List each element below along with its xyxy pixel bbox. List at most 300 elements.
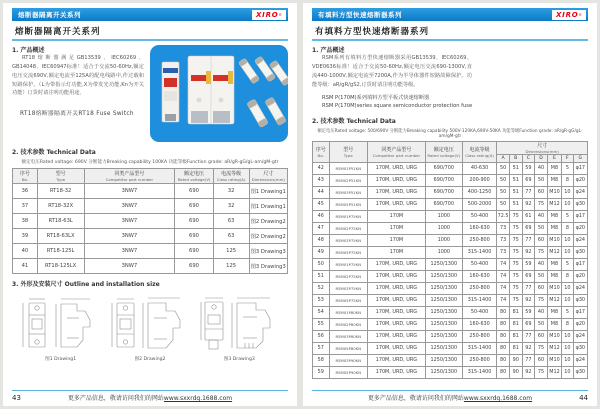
xiro-logo-text: XIRO — [555, 10, 579, 19]
col-no: 序号 No. — [13, 169, 38, 184]
table-cell: 315-1400 — [462, 342, 496, 354]
table-cell: 80 — [497, 366, 510, 378]
col-dim-f: F — [562, 154, 574, 162]
table-cell: 75 — [535, 342, 548, 354]
col-dimensions: 尺寸 Dimensions(mm) — [497, 141, 588, 154]
table-cell: RT18-125LX — [37, 259, 84, 274]
table-cell: 69 — [522, 318, 535, 330]
table-cell: 92 — [522, 366, 535, 378]
table-cell: RSM05P75KN — [329, 246, 368, 258]
drawing-3-caption: 图3 Drawing3 — [223, 357, 255, 362]
website-link[interactable]: www.sxxrdq.1688.com — [463, 395, 533, 402]
table-cell: 170M, URD, URG — [368, 174, 426, 186]
table-row — [313, 354, 588, 366]
table-row — [313, 282, 588, 294]
table-cell: 61 — [522, 210, 535, 222]
table-cell: 8 — [562, 174, 574, 186]
table-cell: 250-800 — [462, 234, 496, 246]
table-cell: 43 — [313, 174, 330, 186]
col-type: 型号 Type — [329, 141, 368, 162]
table-cell: 1250/1300 — [425, 270, 462, 282]
table-cell: φ30 — [573, 198, 587, 210]
left-header-bar — [12, 8, 288, 21]
table-cell: 56 — [313, 330, 330, 342]
table-cell: 90 — [509, 354, 522, 366]
table-row — [313, 318, 588, 330]
table-cell: 690 — [175, 199, 214, 214]
drawing-3 — [199, 294, 279, 362]
table-cell: 74 — [497, 294, 510, 306]
table-cell: φ30 — [573, 294, 587, 306]
table-cell: M8 — [547, 222, 561, 234]
table-cell: 10 — [562, 198, 574, 210]
table-cell: 69 — [522, 222, 535, 234]
rsm-caption-zh: RSM P(170M)系列填料方型平板式快速熔断器 — [322, 95, 430, 102]
right-table-note: 额定电压Rated voltage: 500/690V 分断能力Breaking capability 500V-120KA,690V-50KA 功能等级Function grade: aR/gR-gG/gL-am/gM-gtr — [317, 128, 583, 139]
left-header-title: 熔断器隔离开关系列 — [18, 11, 81, 19]
table-cell: 75 — [509, 294, 522, 306]
table-cell: 170M, URD, URG — [368, 354, 426, 366]
table-cell: 51 — [509, 174, 522, 186]
table-cell: 400-1250 — [462, 186, 496, 198]
table-cell: φ17 — [573, 306, 587, 318]
table-cell: 50-400 — [462, 306, 496, 318]
page-right — [303, 3, 597, 406]
table-cell: 1250/1300 — [425, 306, 462, 318]
table-cell: 250-800 — [462, 354, 496, 366]
table-cell: 81 — [509, 318, 522, 330]
table-cell: M8 — [547, 270, 561, 282]
table-row — [313, 186, 588, 198]
left-footer-text: 更多产品信息，敬请访问我们的网站www.sxxrdq.1688.com — [67, 395, 233, 402]
table-cell: 80 — [497, 318, 510, 330]
table-cell: 8 — [562, 318, 574, 330]
table-cell: 10 — [562, 354, 574, 366]
table-cell: 75 — [509, 258, 522, 270]
table-cell: 3NW7 — [84, 199, 175, 214]
table-cell: 77 — [522, 282, 535, 294]
table-row — [313, 330, 588, 342]
left-table-note: 额定电压Rated voltage: 690V 分断能力Breaking capability 100KA 功能等级Function grade: aR/gR-gG/gL-am/gM-gtr — [21, 160, 279, 165]
table-cell: 90 — [509, 366, 522, 378]
table-cell: 690 — [175, 244, 214, 259]
table-cell: 250-800 — [462, 330, 496, 342]
table-cell: 3NW7 — [84, 184, 175, 199]
table-cell: 80 — [497, 354, 510, 366]
table-cell: 170M, URD, URG — [368, 318, 426, 330]
table-cell: 170M, URD, URG — [368, 162, 426, 174]
table-header-row — [13, 169, 288, 184]
table-cell: 47 — [313, 222, 330, 234]
table-cell: 170M — [368, 246, 426, 258]
table-cell: 41 — [13, 259, 38, 274]
table-cell: 5 — [562, 258, 574, 270]
table-cell: M8 — [547, 318, 561, 330]
table-row — [313, 234, 588, 246]
table-cell: φ24 — [573, 186, 587, 198]
table-cell: 10 — [562, 330, 574, 342]
table-cell: 160-630 — [462, 318, 496, 330]
table-cell: 10 — [562, 246, 574, 258]
table-cell: 63 — [213, 214, 249, 229]
table-cell: RT18-32 — [37, 184, 84, 199]
table-cell: φ20 — [573, 174, 587, 186]
table-cell: RSM01P51KN — [329, 162, 368, 174]
table-cell: 50 — [535, 318, 548, 330]
table-cell: M12 — [547, 198, 561, 210]
table-cell: 10 — [562, 234, 574, 246]
table-cell: RSM03P75KN — [329, 234, 368, 246]
col-dim-b: B — [509, 154, 522, 162]
table-cell: 75 — [509, 282, 522, 294]
table-cell: 77 — [522, 354, 535, 366]
table-cell: 125 — [213, 244, 249, 259]
table-cell: 59 — [313, 366, 330, 378]
table-cell: 125 — [213, 259, 249, 274]
table-row — [313, 246, 588, 258]
table-cell: 5 — [562, 162, 574, 174]
table-cell: 50-400 — [462, 210, 496, 222]
xiro-logo — [252, 10, 286, 20]
product-photo-box — [150, 45, 288, 142]
table-cell: 40 — [535, 162, 548, 174]
table-cell: 690/700 — [425, 162, 462, 174]
left-page-number: 43 — [12, 393, 21, 402]
left-intro-columns — [12, 45, 288, 142]
table-row — [313, 366, 588, 378]
col-dim-a: A — [497, 154, 510, 162]
table-row — [13, 199, 288, 214]
drawing-1-caption: 图1 Drawing1 — [45, 357, 77, 362]
table-cell: 1250/1300 — [425, 330, 462, 342]
table-cell: 36 — [13, 184, 38, 199]
table-cell: 50 — [497, 162, 510, 174]
registered-mark-icon: ® — [578, 12, 583, 17]
col-class: 电流等级 Class rating(A) — [213, 169, 249, 184]
table-cell: φ24 — [573, 354, 587, 366]
table-cell: 51 — [509, 162, 522, 174]
table-cell: 200-900 — [462, 174, 496, 186]
right-section2-heading: 2. 技术参数 Technical Data — [312, 117, 396, 125]
col-competitor: 同类产品型号 Competitor part number — [84, 169, 175, 184]
table-cell: 170M — [368, 222, 426, 234]
table-cell: 170M, URD, URG — [368, 186, 426, 198]
table-cell: 80 — [497, 306, 510, 318]
right-header-bar — [312, 8, 588, 21]
table-cell: 3NW7 — [84, 259, 175, 274]
table-cell: φ24 — [573, 330, 587, 342]
table-row — [313, 210, 588, 222]
table-cell: 60 — [535, 186, 548, 198]
table-cell: RSM01P75KN — [329, 258, 368, 270]
table-cell: 69 — [522, 270, 535, 282]
table-cell: 3NW7 — [84, 229, 175, 244]
table-cell: 10 — [562, 186, 574, 198]
table-cell: M8 — [547, 162, 561, 174]
table-cell: 160-630 — [462, 222, 496, 234]
table-cell: 50 — [535, 270, 548, 282]
table-cell: M10 — [547, 282, 561, 294]
table-cell: 图2 Drawing2 — [249, 214, 288, 229]
table-cell: 690/700 — [425, 186, 462, 198]
drawing-2-figure — [110, 294, 190, 354]
table-cell: φ30 — [573, 342, 587, 354]
table-cell: 图3 Drawing3 — [249, 259, 288, 274]
table-cell: 40 — [13, 244, 38, 259]
table-cell: 1250/1300 — [425, 318, 462, 330]
table-cell: 57 — [313, 342, 330, 354]
table-cell: 690 — [175, 229, 214, 244]
col-dimensions: 尺寸 Dimensions(mm) — [249, 169, 288, 184]
table-cell: RSM05P51KN — [329, 198, 368, 210]
table-cell: 81 — [509, 306, 522, 318]
table-cell: 50 — [497, 198, 510, 210]
table-cell: φ30 — [573, 366, 587, 378]
table-cell: 690/700 — [425, 198, 462, 210]
table-cell: 1250/1300 — [425, 354, 462, 366]
title-divider — [312, 39, 588, 41]
table-cell: M8 — [547, 258, 561, 270]
table-cell: 77 — [522, 330, 535, 342]
table-cell: 40 — [535, 258, 548, 270]
table-cell: 170M, URD, URG — [368, 366, 426, 378]
table-cell: 75 — [535, 246, 548, 258]
xiro-logo — [552, 10, 586, 20]
registered-mark-icon: ® — [278, 12, 283, 17]
website-link[interactable]: www.sxxrdq.1688.com — [163, 395, 233, 402]
table-cell: 81 — [509, 330, 522, 342]
left-footer — [12, 390, 288, 402]
table-cell: 50 — [497, 174, 510, 186]
table-cell: 51 — [509, 186, 522, 198]
table-cell: 170M, URD, URG — [368, 270, 426, 282]
table-cell: 58 — [313, 354, 330, 366]
table-cell: 75 — [535, 198, 548, 210]
table-cell: 44 — [313, 186, 330, 198]
right-section1-body: RSM系列有填料方型快速熔断器采用GB13539、IEC60269、VDE0636标准！适合于交流50-60Hz,额定电压交流690-1300V,直流440-1000V,额定电流至7200A,作为半导体器件短路故障保护。功能等级：aR/gR/gS2,订货时请注明功能等级。 — [312, 55, 472, 88]
table-cell: 49 — [313, 246, 330, 258]
table-cell: M8 — [547, 174, 561, 186]
table-cell: 39 — [13, 229, 38, 244]
right-footer-text: 更多产品信息，敬请访问我们的网站www.sxxrdq.1688.com — [367, 395, 533, 402]
table-cell: M10 — [547, 186, 561, 198]
table-cell: RT18-125L — [37, 244, 84, 259]
table-cell: M8 — [547, 210, 561, 222]
table-cell: 45 — [313, 198, 330, 210]
table-cell: 160-630 — [462, 270, 496, 282]
table-cell: 5 — [562, 210, 574, 222]
table-cell: 3NW7 — [84, 214, 175, 229]
table-cell: 1000 — [425, 234, 462, 246]
table-cell: 50 — [497, 186, 510, 198]
table-cell: 73 — [497, 246, 510, 258]
table-cell: RSM05P90KN — [329, 366, 368, 378]
table-cell: M12 — [547, 294, 561, 306]
col-voltage: 额定电压 Rated voltage(V) — [175, 169, 214, 184]
table-cell: 73 — [497, 234, 510, 246]
table-row — [313, 258, 588, 270]
table-cell: 75 — [509, 234, 522, 246]
table-cell: 37 — [13, 199, 38, 214]
table-cell: 40-630 — [462, 162, 496, 174]
product-photo-illustration — [150, 45, 288, 142]
right-footer — [312, 390, 588, 402]
table-row — [13, 229, 288, 244]
drawing-1-figure — [21, 294, 101, 354]
table-cell: φ20 — [573, 270, 587, 282]
table-cell: φ17 — [573, 162, 587, 174]
table-row — [313, 174, 588, 186]
table-cell: 75 — [509, 222, 522, 234]
table-row — [13, 214, 288, 229]
rsm-caption-en: RSM P(170M)series square semiconductor protection fuse — [322, 103, 473, 110]
table-cell: 170M — [368, 234, 426, 246]
table-cell: 170M — [368, 210, 426, 222]
drawing-2 — [110, 294, 190, 362]
table-cell: 8 — [562, 222, 574, 234]
left-section1-heading: 1. 产品概述 — [12, 47, 45, 54]
table-cell: 80 — [497, 342, 510, 354]
table-cell: 170M, URD, URG — [368, 258, 426, 270]
title-divider — [12, 39, 288, 41]
table-cell: 1000 — [425, 210, 462, 222]
table-row — [313, 342, 588, 354]
table-cell: 74 — [497, 270, 510, 282]
table-cell: 40 — [535, 210, 548, 222]
table-cell: φ20 — [573, 222, 587, 234]
table-cell: 690 — [175, 184, 214, 199]
table-cell: 72.5 — [497, 210, 510, 222]
table-row — [313, 198, 588, 210]
table-cell: 10 — [562, 282, 574, 294]
right-page-number: 44 — [579, 393, 588, 402]
table-cell: 75 — [535, 294, 548, 306]
table-cell: φ17 — [573, 210, 587, 222]
table-cell: 63 — [213, 229, 249, 244]
rt18-spec-table — [12, 168, 288, 274]
table-cell: 77 — [522, 234, 535, 246]
table-cell: RSM02P75KN — [329, 270, 368, 282]
table-cell: RSM03P80KN — [329, 330, 368, 342]
table-cell: 315-1400 — [462, 246, 496, 258]
table-cell: φ17 — [573, 258, 587, 270]
table-cell: RSM05P80KN — [329, 342, 368, 354]
table-header-row — [313, 141, 588, 154]
table-cell: 40 — [535, 306, 548, 318]
table-cell: 690/700 — [425, 174, 462, 186]
col-dim-g: G — [573, 154, 587, 162]
table-cell: 50 — [535, 222, 548, 234]
rsm-series-caption — [322, 95, 588, 111]
right-header-title: 有填料方型快速熔断器系列 — [318, 11, 402, 19]
left-product-caption: RT18熔断器隔离开关RT18 Fuse Switch — [20, 111, 134, 118]
table-cell: 92 — [522, 198, 535, 210]
table-cell: φ24 — [573, 234, 587, 246]
table-cell: 170M, URD, URG — [368, 198, 426, 210]
table-cell: 69 — [522, 174, 535, 186]
table-cell: 54 — [313, 306, 330, 318]
outline-drawings — [12, 294, 288, 362]
left-section2-heading: 2. 技术参数 Technical Data — [12, 149, 96, 156]
table-cell: 315-1400 — [462, 294, 496, 306]
xiro-logo-text: XIRO — [255, 10, 279, 19]
table-cell: 60 — [535, 354, 548, 366]
drawing-3-figure — [199, 294, 279, 354]
table-cell: 74 — [497, 258, 510, 270]
table-cell: 8 — [562, 270, 574, 282]
table-cell: 图1 Drawing1 — [249, 184, 288, 199]
col-class: 电流等级 Class rating(A) — [462, 141, 496, 162]
left-section3-heading: 3. 外形及安装尺寸 Outline and installation size — [12, 281, 160, 288]
table-cell: 48 — [313, 234, 330, 246]
table-row — [13, 244, 288, 259]
table-cell: 10 — [562, 366, 574, 378]
table-cell: 77 — [522, 186, 535, 198]
table-cell: 75 — [509, 210, 522, 222]
table-cell: 59 — [522, 162, 535, 174]
table-row — [313, 222, 588, 234]
table-cell: 500-2000 — [462, 198, 496, 210]
table-cell: 74 — [497, 282, 510, 294]
table-cell: 170M, URD, URG — [368, 282, 426, 294]
left-intro-text — [12, 45, 144, 142]
col-no: 序号 No. — [313, 141, 330, 162]
col-voltage: 额定电压 Rated voltage(V) — [425, 141, 462, 162]
table-cell: 50 — [313, 258, 330, 270]
table-cell: 52 — [313, 282, 330, 294]
table-cell: 73 — [497, 222, 510, 234]
table-cell: 92 — [522, 246, 535, 258]
table-cell: RT18-63L — [37, 214, 84, 229]
table-cell: 75 — [535, 366, 548, 378]
table-cell: M12 — [547, 342, 561, 354]
table-cell: 60 — [535, 234, 548, 246]
table-cell: 1250/1300 — [425, 294, 462, 306]
table-cell: 10 — [562, 342, 574, 354]
table-cell: M10 — [547, 234, 561, 246]
table-cell: RSM02P51KN — [329, 174, 368, 186]
col-dim-c: C — [522, 154, 535, 162]
table-cell: RSM02P80KN — [329, 318, 368, 330]
table-row — [313, 306, 588, 318]
table-cell: 32 — [213, 199, 249, 214]
table-cell: 315-1400 — [462, 366, 496, 378]
table-cell: 170M, URD, URG — [368, 342, 426, 354]
table-cell: RSM01P80KN — [329, 306, 368, 318]
table-row — [13, 259, 288, 274]
table-cell: 51 — [313, 270, 330, 282]
table-cell: RSM03P90KN — [329, 354, 368, 366]
table-cell: 55 — [313, 318, 330, 330]
table-cell: 1250/1300 — [425, 366, 462, 378]
left-page-title: 熔断器隔离开关系列 — [15, 27, 101, 37]
table-cell: 80 — [497, 330, 510, 342]
table-cell: M12 — [547, 366, 561, 378]
table-cell: 图1 Drawing1 — [249, 199, 288, 214]
table-cell: 75 — [509, 270, 522, 282]
table-cell: 1250/1300 — [425, 342, 462, 354]
page-left — [3, 3, 297, 406]
table-cell: RSM03P75KN — [329, 282, 368, 294]
table-cell: 75 — [509, 246, 522, 258]
table-cell: RSM01P75KN — [329, 210, 368, 222]
left-section1-body: RT18熔断器满足GB13539、IEC60269、GB14048、IEC60947标准！适合于交流50-60Hz,额定电压交流690V,额定电流至125A的配电线路中,作过载和短路保护。（L为带指示灯功能,X为带发光功能,Kn为开关功能）订货时请注明功能用途。 — [12, 55, 144, 97]
col-competitor: 同类产品型号 Competitor part number — [368, 141, 426, 162]
table-cell: 42 — [313, 162, 330, 174]
table-cell: 170M, URD, URG — [368, 330, 426, 342]
table-cell: M10 — [547, 354, 561, 366]
table-cell: RSM05P75KN — [329, 294, 368, 306]
